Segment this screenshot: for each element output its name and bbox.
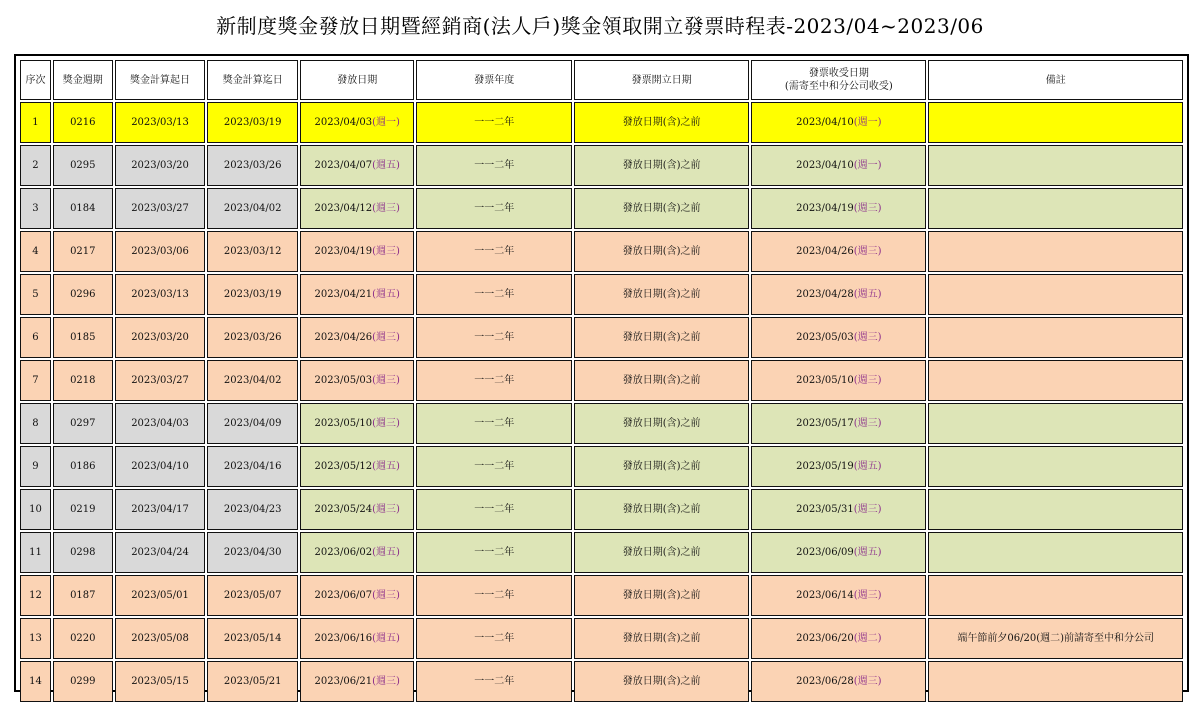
cell-invoice-year: 一一二年 xyxy=(416,317,572,358)
pay-date-weekday: (週一) xyxy=(372,117,400,128)
deadline-value: 2023/06/20 xyxy=(796,633,854,644)
pay-date-value: 2023/06/16 xyxy=(314,633,373,644)
invoice-date-text: 發放日期 xyxy=(622,461,663,472)
cell-pay-date xyxy=(300,317,414,358)
pay-date-value: 2023/05/03 xyxy=(314,375,373,386)
col-header-invoice-year: 發票年度 xyxy=(416,60,572,100)
cell-end-date: 2023/04/02 xyxy=(207,188,298,229)
cell-pay-date xyxy=(300,661,414,702)
page-title: 新制度獎金發放日期暨經銷商(法人戶)獎金領取開立發票時程表-2023/04~2023/06 xyxy=(216,14,984,38)
cell-pay-date xyxy=(300,145,414,186)
col-header-period: 獎金週期 xyxy=(53,60,113,100)
cell-notes xyxy=(928,575,1183,616)
schedule-table xyxy=(18,58,1185,704)
cell-notes xyxy=(928,102,1183,143)
deadline-value: 2023/04/26 xyxy=(796,246,854,257)
cell-receipt-deadline xyxy=(751,317,926,358)
table-row xyxy=(20,446,1183,487)
cell-seq: 5 xyxy=(20,274,51,315)
cell-seq: 13 xyxy=(20,618,51,659)
pay-date-value: 2023/05/10 xyxy=(314,418,373,429)
col-header-start: 獎金計算起日 xyxy=(115,60,206,100)
cell-notes xyxy=(928,317,1183,358)
cell-invoice-year: 一一二年 xyxy=(416,102,572,143)
cell-period: 0217 xyxy=(53,231,113,272)
cell-seq: 11 xyxy=(20,532,51,573)
cell-end-date: 2023/04/30 xyxy=(207,532,298,573)
col-header-end: 獎金計算迄日 xyxy=(207,60,298,100)
cell-start-date: 2023/03/20 xyxy=(115,145,206,186)
cell-receipt-deadline xyxy=(751,145,926,186)
deadline-value: 2023/06/09 xyxy=(796,547,854,558)
cell-invoice-year: 一一二年 xyxy=(416,145,572,186)
cell-notes xyxy=(928,532,1183,573)
cell-start-date: 2023/05/08 xyxy=(115,618,206,659)
cell-pay-date xyxy=(300,489,414,530)
cell-end-date: 2023/04/02 xyxy=(207,360,298,401)
cell-pay-date xyxy=(300,403,414,444)
invoice-date-text: 發放日期 xyxy=(622,676,663,687)
pay-date-value: 2023/06/21 xyxy=(314,676,373,687)
cell-period: 0296 xyxy=(53,274,113,315)
col-header-notes: 備註 xyxy=(928,60,1183,100)
cell-notes xyxy=(928,661,1183,702)
cell-invoice-year: 一一二年 xyxy=(416,661,572,702)
cell-pay-date xyxy=(300,446,414,487)
deadline-value: 2023/05/19 xyxy=(796,461,854,472)
invoice-date-suffix: (含)之前 xyxy=(662,590,701,601)
cell-invoice-year: 一一二年 xyxy=(416,188,572,229)
pay-date-weekday: (週三) xyxy=(372,246,400,257)
pay-date-value: 2023/04/21 xyxy=(314,289,373,300)
cell-end-date: 2023/03/19 xyxy=(207,102,298,143)
cell-invoice-date xyxy=(574,661,749,702)
cell-end-date: 2023/03/26 xyxy=(207,145,298,186)
deadline-weekday: (週三) xyxy=(853,418,882,429)
cell-period: 0297 xyxy=(53,403,113,444)
table-row xyxy=(20,145,1183,186)
invoice-date-suffix: (含)之前 xyxy=(662,676,701,687)
cell-period: 0218 xyxy=(53,360,113,401)
deadline-value: 2023/04/10 xyxy=(796,117,854,128)
deadline-weekday: (週三) xyxy=(853,590,882,601)
pay-date-weekday: (週三) xyxy=(372,418,400,429)
cell-invoice-date xyxy=(574,403,749,444)
cell-seq: 7 xyxy=(20,360,51,401)
cell-period: 0219 xyxy=(53,489,113,530)
deadline-weekday: (週三) xyxy=(853,676,882,687)
pay-date-weekday: (週三) xyxy=(372,332,400,343)
cell-end-date: 2023/03/26 xyxy=(207,317,298,358)
col-header-receipt-deadline xyxy=(751,60,926,100)
cell-invoice-date xyxy=(574,360,749,401)
col-header-seq: 序次 xyxy=(20,60,51,100)
invoice-date-suffix: (含)之前 xyxy=(662,633,701,644)
cell-start-date: 2023/04/24 xyxy=(115,532,206,573)
table-row xyxy=(20,618,1183,659)
deadline-weekday: (週五) xyxy=(853,547,882,558)
table-row xyxy=(20,489,1183,530)
deadline-weekday: (週一) xyxy=(853,117,882,128)
cell-period: 0216 xyxy=(53,102,113,143)
table-row xyxy=(20,403,1183,444)
invoice-date-suffix: (含)之前 xyxy=(662,504,701,515)
deadline-value: 2023/05/31 xyxy=(796,504,854,515)
pay-date-weekday: (週五) xyxy=(372,160,400,171)
cell-receipt-deadline xyxy=(751,532,926,573)
deadline-weekday: (週五) xyxy=(853,289,882,300)
cell-receipt-deadline xyxy=(751,360,926,401)
invoice-date-suffix: (含)之前 xyxy=(662,461,701,472)
invoice-date-suffix: (含)之前 xyxy=(662,418,701,429)
cell-receipt-deadline xyxy=(751,489,926,530)
deadline-value: 2023/04/28 xyxy=(796,289,854,300)
cell-seq: 9 xyxy=(20,446,51,487)
deadline-value: 2023/04/19 xyxy=(796,203,854,214)
cell-invoice-year: 一一二年 xyxy=(416,532,572,573)
deadline-value: 2023/05/17 xyxy=(796,418,854,429)
cell-end-date: 2023/03/19 xyxy=(207,274,298,315)
schedule-body xyxy=(20,102,1183,702)
receipt-deadline-line2: (需寄至中和分公司收受) xyxy=(784,81,893,92)
deadline-weekday: (週三) xyxy=(853,332,882,343)
invoice-date-suffix: (含)之前 xyxy=(662,160,701,171)
table-row xyxy=(20,231,1183,272)
table-row xyxy=(20,360,1183,401)
cell-receipt-deadline xyxy=(751,231,926,272)
cell-start-date: 2023/03/20 xyxy=(115,317,206,358)
cell-invoice-date xyxy=(574,532,749,573)
pay-date-weekday: (週五) xyxy=(372,461,400,472)
invoice-date-text: 發放日期 xyxy=(622,418,663,429)
cell-pay-date xyxy=(300,618,414,659)
table-row xyxy=(20,274,1183,315)
invoice-date-text: 發放日期 xyxy=(622,590,663,601)
cell-notes xyxy=(928,446,1183,487)
cell-notes xyxy=(928,274,1183,315)
cell-start-date: 2023/05/01 xyxy=(115,575,206,616)
cell-pay-date xyxy=(300,188,414,229)
pay-date-value: 2023/04/26 xyxy=(314,332,373,343)
cell-end-date: 2023/03/12 xyxy=(207,231,298,272)
cell-seq: 1 xyxy=(20,102,51,143)
cell-pay-date xyxy=(300,575,414,616)
cell-start-date: 2023/03/27 xyxy=(115,188,206,229)
cell-seq: 4 xyxy=(20,231,51,272)
cell-invoice-year: 一一二年 xyxy=(416,446,572,487)
cell-period: 0299 xyxy=(53,661,113,702)
cell-invoice-date xyxy=(574,231,749,272)
table-row xyxy=(20,317,1183,358)
pay-date-value: 2023/04/12 xyxy=(314,203,373,214)
pay-date-value: 2023/06/02 xyxy=(314,547,373,558)
pay-date-weekday: (週五) xyxy=(372,289,400,300)
pay-date-value: 2023/05/12 xyxy=(314,461,373,472)
table-row xyxy=(20,532,1183,573)
table-row xyxy=(20,102,1183,143)
pay-date-weekday: (週三) xyxy=(372,375,400,386)
cell-seq: 3 xyxy=(20,188,51,229)
schedule-sheet xyxy=(14,54,1189,692)
receipt-deadline-line1: 發票收受日期 xyxy=(808,68,869,79)
deadline-value: 2023/06/28 xyxy=(796,676,854,687)
cell-seq: 6 xyxy=(20,317,51,358)
col-header-pay-date: 發放日期 xyxy=(300,60,414,100)
pay-date-weekday: (週五) xyxy=(372,547,400,558)
cell-period: 0295 xyxy=(53,145,113,186)
cell-seq: 14 xyxy=(20,661,51,702)
cell-start-date: 2023/04/03 xyxy=(115,403,206,444)
cell-pay-date xyxy=(300,532,414,573)
table-row xyxy=(20,575,1183,616)
invoice-date-text: 發放日期 xyxy=(622,504,663,515)
pay-date-value: 2023/04/19 xyxy=(314,246,373,257)
invoice-date-text: 發放日期 xyxy=(622,160,663,171)
cell-end-date: 2023/04/09 xyxy=(207,403,298,444)
cell-notes xyxy=(928,188,1183,229)
pay-date-weekday: (週五) xyxy=(372,633,400,644)
cell-period: 0298 xyxy=(53,532,113,573)
deadline-value: 2023/05/03 xyxy=(796,332,854,343)
cell-invoice-date xyxy=(574,188,749,229)
invoice-date-text: 發放日期 xyxy=(622,332,663,343)
deadline-weekday: (週三) xyxy=(853,203,882,214)
pay-date-weekday: (週三) xyxy=(372,590,400,601)
invoice-date-suffix: (含)之前 xyxy=(662,547,701,558)
cell-invoice-year: 一一二年 xyxy=(416,360,572,401)
cell-receipt-deadline xyxy=(751,102,926,143)
invoice-date-suffix: (含)之前 xyxy=(662,375,701,386)
invoice-date-text: 發放日期 xyxy=(622,375,663,386)
cell-end-date: 2023/05/07 xyxy=(207,575,298,616)
cell-notes xyxy=(928,360,1183,401)
cell-end-date: 2023/04/23 xyxy=(207,489,298,530)
cell-end-date: 2023/05/21 xyxy=(207,661,298,702)
deadline-weekday: (週三) xyxy=(853,246,882,257)
cell-invoice-date xyxy=(574,446,749,487)
cell-pay-date xyxy=(300,231,414,272)
header-row xyxy=(20,60,1183,100)
invoice-date-suffix: (含)之前 xyxy=(662,246,701,257)
invoice-date-suffix: (含)之前 xyxy=(662,289,701,300)
cell-end-date: 2023/05/14 xyxy=(207,618,298,659)
invoice-date-suffix: (含)之前 xyxy=(662,117,701,128)
cell-pay-date xyxy=(300,102,414,143)
cell-receipt-deadline xyxy=(751,274,926,315)
pay-date-weekday: (週三) xyxy=(372,504,400,515)
invoice-date-text: 發放日期 xyxy=(622,246,663,257)
cell-start-date: 2023/03/27 xyxy=(115,360,206,401)
col-header-invoice-date: 發票開立日期 xyxy=(574,60,749,100)
invoice-date-text: 發放日期 xyxy=(622,633,663,644)
deadline-weekday: (週三) xyxy=(853,375,882,386)
cell-notes: 端午節前夕06/20(週二)前請寄至中和分公司 xyxy=(928,618,1183,659)
invoice-date-text: 發放日期 xyxy=(622,289,663,300)
cell-invoice-year: 一一二年 xyxy=(416,274,572,315)
table-row xyxy=(20,661,1183,702)
cell-invoice-date xyxy=(574,575,749,616)
deadline-weekday: (週二) xyxy=(853,633,882,644)
cell-period: 0185 xyxy=(53,317,113,358)
cell-notes xyxy=(928,489,1183,530)
cell-period: 0220 xyxy=(53,618,113,659)
cell-seq: 8 xyxy=(20,403,51,444)
cell-invoice-year: 一一二年 xyxy=(416,489,572,530)
cell-invoice-year: 一一二年 xyxy=(416,575,572,616)
pay-date-weekday: (週三) xyxy=(372,676,400,687)
cell-pay-date xyxy=(300,274,414,315)
cell-invoice-date xyxy=(574,618,749,659)
cell-invoice-date xyxy=(574,489,749,530)
cell-invoice-year: 一一二年 xyxy=(416,231,572,272)
cell-invoice-date xyxy=(574,145,749,186)
deadline-value: 2023/05/10 xyxy=(796,375,854,386)
cell-start-date: 2023/03/06 xyxy=(115,231,206,272)
pay-date-value: 2023/04/07 xyxy=(314,160,373,171)
cell-notes xyxy=(928,145,1183,186)
invoice-date-suffix: (含)之前 xyxy=(662,203,701,214)
cell-period: 0184 xyxy=(53,188,113,229)
deadline-weekday: (週三) xyxy=(853,504,882,515)
cell-seq: 2 xyxy=(20,145,51,186)
cell-receipt-deadline xyxy=(751,403,926,444)
cell-seq: 10 xyxy=(20,489,51,530)
cell-end-date: 2023/04/16 xyxy=(207,446,298,487)
pay-date-value: 2023/06/07 xyxy=(314,590,373,601)
cell-start-date: 2023/05/15 xyxy=(115,661,206,702)
cell-invoice-year: 一一二年 xyxy=(416,618,572,659)
invoice-date-suffix: (含)之前 xyxy=(662,332,701,343)
cell-period: 0186 xyxy=(53,446,113,487)
cell-receipt-deadline xyxy=(751,446,926,487)
pay-date-weekday: (週三) xyxy=(372,203,400,214)
cell-invoice-year: 一一二年 xyxy=(416,403,572,444)
invoice-date-text: 發放日期 xyxy=(622,117,663,128)
cell-start-date: 2023/04/10 xyxy=(115,446,206,487)
deadline-weekday: (週一) xyxy=(853,160,882,171)
cell-start-date: 2023/03/13 xyxy=(115,102,206,143)
pay-date-value: 2023/04/03 xyxy=(314,117,373,128)
cell-pay-date xyxy=(300,360,414,401)
cell-receipt-deadline xyxy=(751,661,926,702)
invoice-date-text: 發放日期 xyxy=(622,547,663,558)
invoice-date-text: 發放日期 xyxy=(622,203,663,214)
pay-date-value: 2023/05/24 xyxy=(314,504,373,515)
cell-invoice-date xyxy=(574,102,749,143)
deadline-weekday: (週五) xyxy=(853,461,882,472)
cell-receipt-deadline xyxy=(751,188,926,229)
cell-start-date: 2023/03/13 xyxy=(115,274,206,315)
cell-period: 0187 xyxy=(53,575,113,616)
cell-notes xyxy=(928,231,1183,272)
cell-receipt-deadline xyxy=(751,575,926,616)
cell-receipt-deadline xyxy=(751,618,926,659)
cell-notes xyxy=(928,403,1183,444)
deadline-value: 2023/06/14 xyxy=(796,590,854,601)
cell-invoice-date xyxy=(574,274,749,315)
table-row xyxy=(20,188,1183,229)
cell-start-date: 2023/04/17 xyxy=(115,489,206,530)
deadline-value: 2023/04/10 xyxy=(796,160,854,171)
cell-seq: 12 xyxy=(20,575,51,616)
cell-invoice-date xyxy=(574,317,749,358)
